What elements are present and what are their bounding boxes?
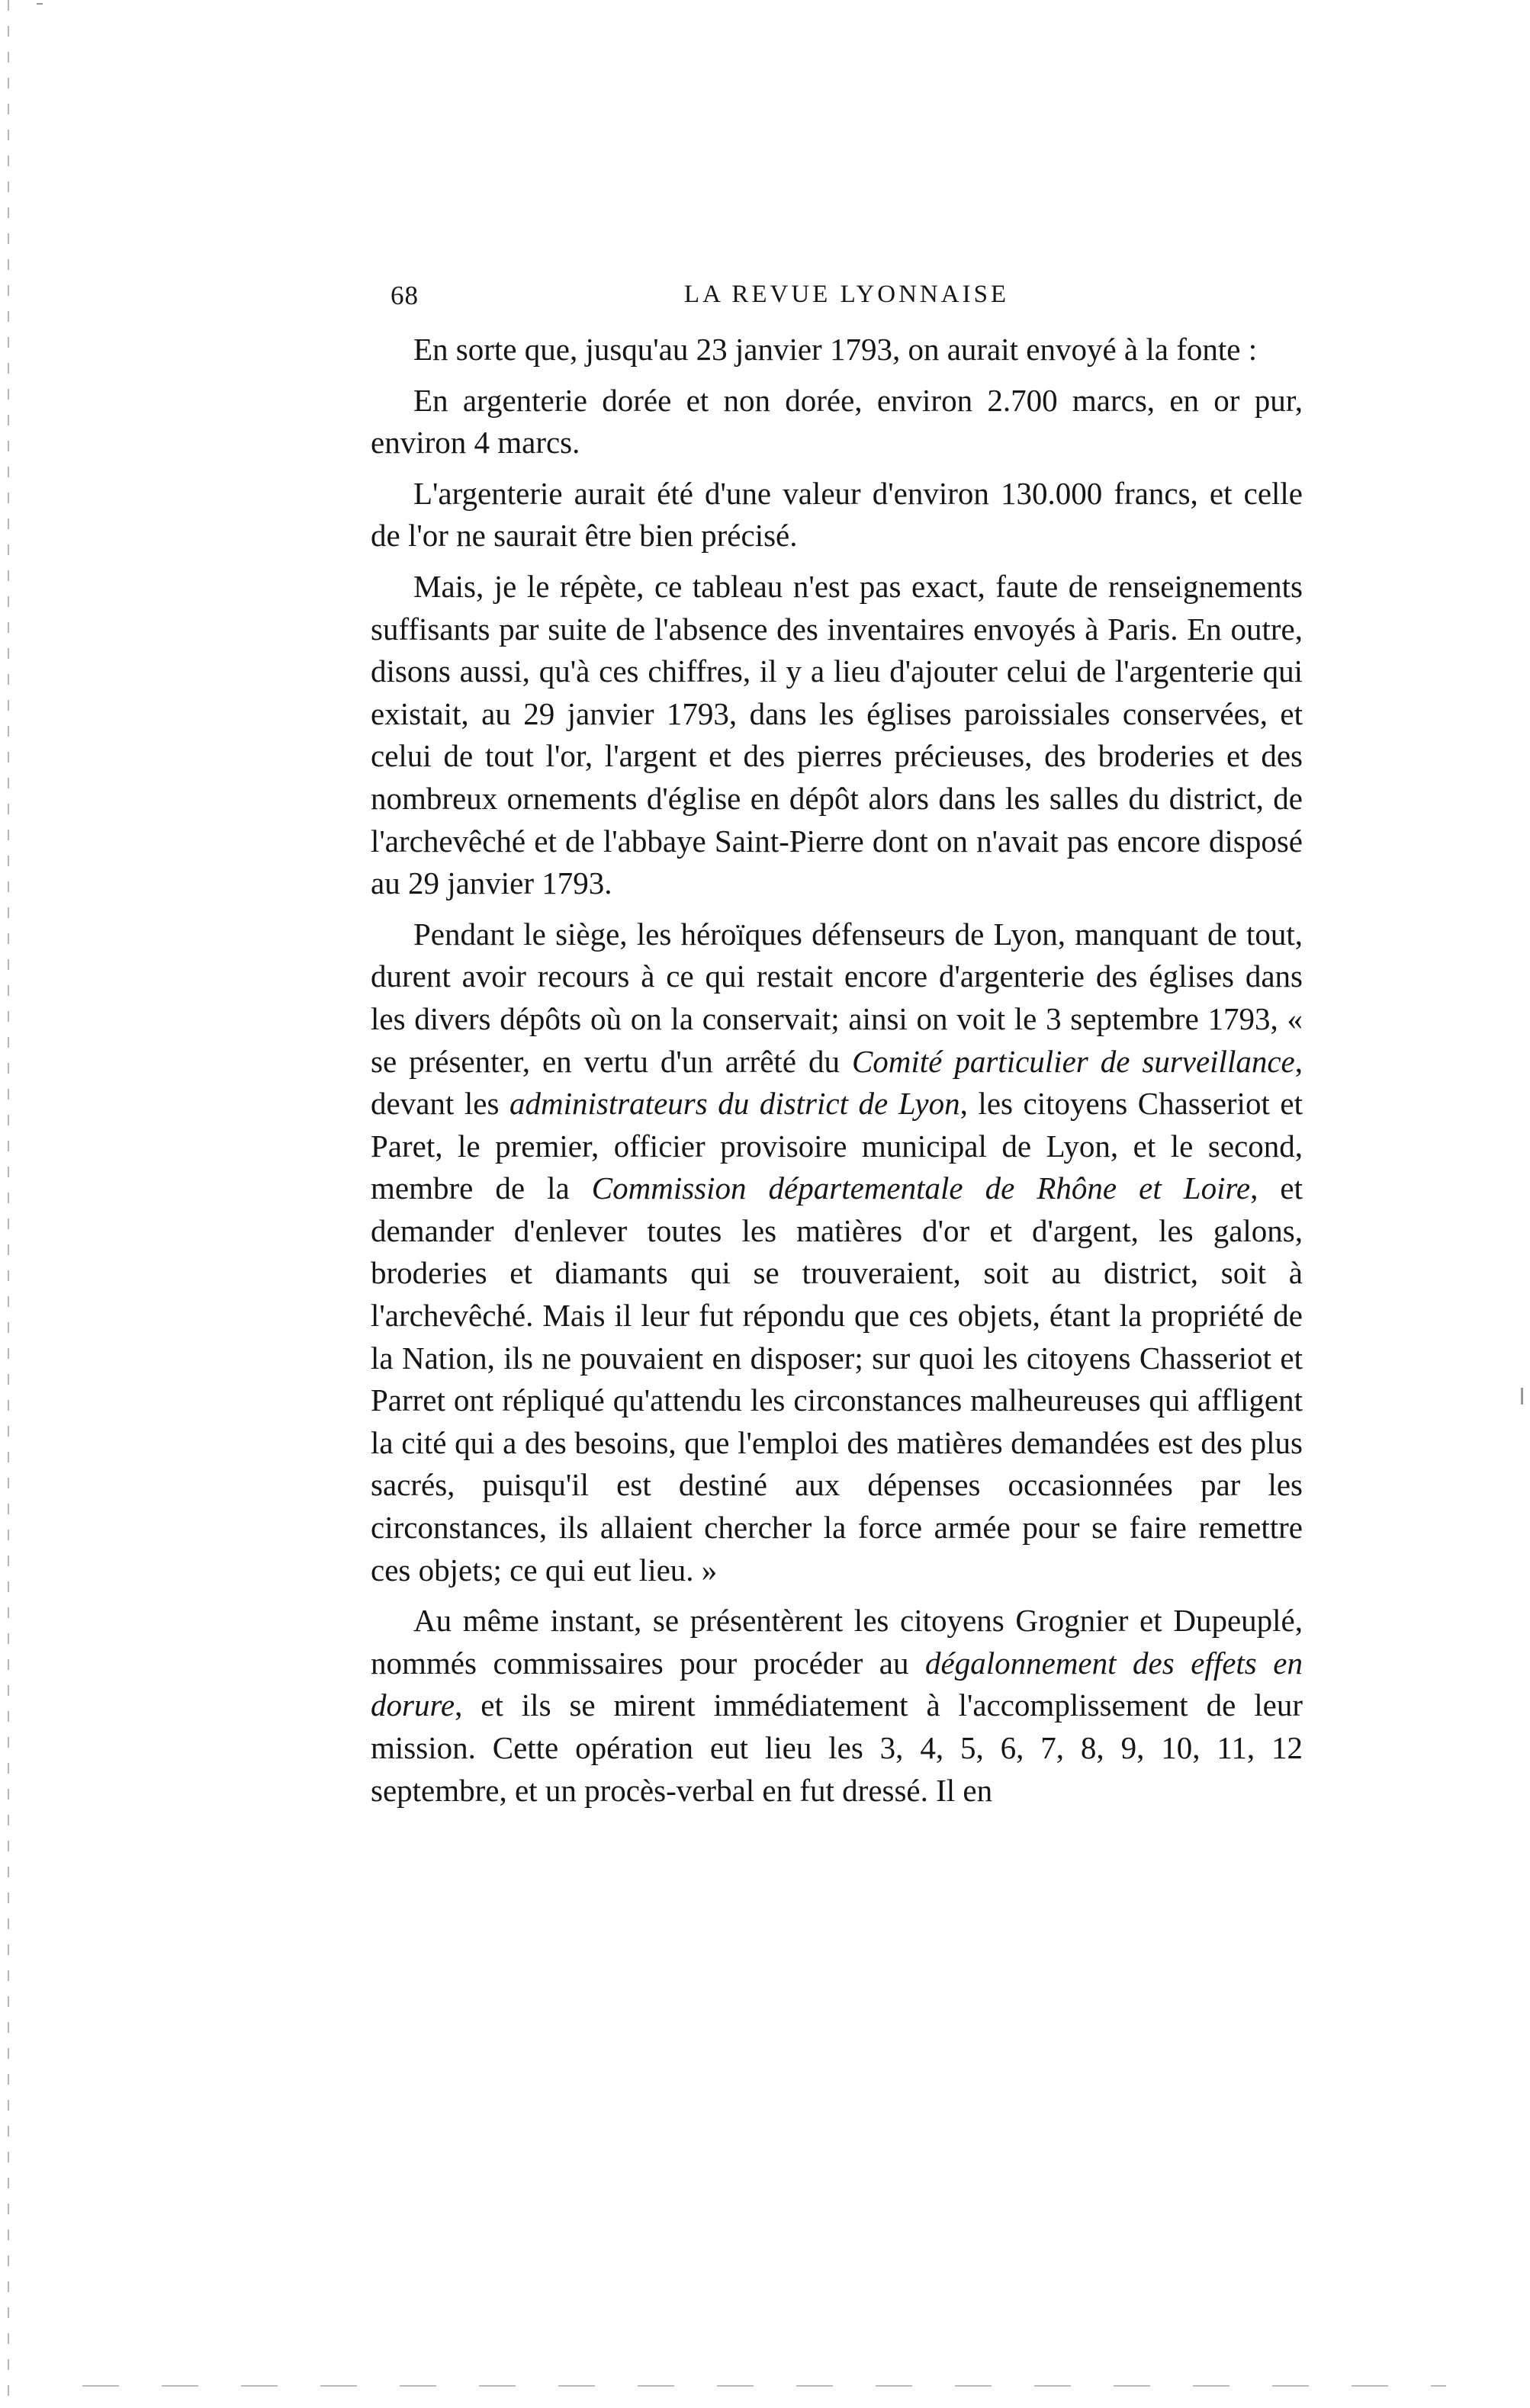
page-edge-shadow <box>8 0 9 2408</box>
text-run: Mais, je le répète, ce tableau n'est pas exact, faute de renseignements suffisants par suite de l'absence des inventaires envoyés à Paris. En outre, disons aussi, qu'à ces chiffres, il y a lieu d'ajouter celui de l'argenterie qui existait, au 29 janvier 1793, dans les églises paroissiales conservées, et celui de tout l'or, l'argent et des pierres précieuses, des broderies et des nombreux ornements d'église en dépôt alors dans les salles du district, de l'archevêché et de l'abbaye Saint-Pierre dont on n'avait pas encore disposé au 29 janvier 1793. <box>371 568 1303 901</box>
running-title: LA REVUE LYONNAISE <box>683 281 1010 308</box>
text-run: , devant les <box>371 1043 1303 1122</box>
italic-phrase: dégalonnement des effets en dorure <box>371 1645 1303 1723</box>
paragraph-2 <box>371 380 1303 464</box>
paragraph-6 <box>371 1600 1303 1812</box>
text-run: L'argenterie aurait été d'une valeur d'environ 130.000 francs, et celle de l'or ne saurait être bien précisé. <box>371 475 1303 554</box>
page-number: 68 <box>391 281 419 310</box>
text-run: , et demander d'enlever toutes les matières d'or et d'argent, les galons, broderies et diamants qui se trouveraient, soit au district, soit à l'archevêché. Mais il leur fut répondu que ces objets, étant la propriété de la Nation, ils ne pouvaient en disposer; sur quoi les citoyens Chasseriot et Parret ont répliqué qu'attendu les circonstances malheureuses qui affligent la cité qui a des besoins, que l'emploi des matières demandées est des plus sacrés, puisqu'il est destiné aux dépenses occasionnées par les circonstances, ils allaient chercher la force armée pour se faire remettre ces objets; ce qui eut lieu. » <box>371 1170 1303 1588</box>
text-run: Au même instant, se présentèrent les citoyens Grognier et Dupeuplé, nommés commissaires pour procéder au <box>371 1603 1303 1681</box>
paragraph-5 <box>371 913 1303 1592</box>
running-head <box>391 281 1303 319</box>
paragraph-3 <box>371 473 1303 557</box>
bottom-scan-rule <box>82 2385 1446 2387</box>
italic-phrase: Comité particulier de surveillance <box>851 1043 1295 1079</box>
text-run: En sorte que, jusqu'au 23 janvier 1793, on aurait envoyé à la fonte : <box>413 332 1258 367</box>
paragraph-4 <box>371 566 1303 905</box>
text-run: , les citoyens Chasseriot et Paret, le premier, officier provisoire municipal de Lyon, et le second, membre de la <box>371 1086 1303 1206</box>
italic-phrase: Commission départementale de Rhône et Loire <box>591 1170 1251 1206</box>
paragraph-1 <box>371 329 1303 371</box>
scan-mark-right-margin <box>1521 1388 1523 1405</box>
scan-mark-top-left <box>37 3 43 5</box>
text-run: En argenterie dorée et non dorée, environ 2.700 marcs, en or pur, environ 4 marcs. <box>371 382 1303 461</box>
italic-phrase: administrateurs du district de Lyon <box>509 1086 960 1122</box>
body-text <box>371 329 1303 1812</box>
text-run: , et ils se mirent immédiatement à l'accomplissement de leur mission. Cette opération eut lieu les 3, 4, 5, 6, 7, 8, 9, 10, 11, 12 septembre, et un procès-verbal en fut dressé. Il en <box>371 1687 1303 1808</box>
text-run: Pendant le siège, les héroïques défenseurs de Lyon, manquant de tout, durent avoir recours à ce qui restait encore d'argenterie des églises dans les divers dépôts où on la conservait; ainsi on voit le 3 septembre 1793, « se présenter, en vertu d'un arrêté du <box>371 916 1303 1079</box>
